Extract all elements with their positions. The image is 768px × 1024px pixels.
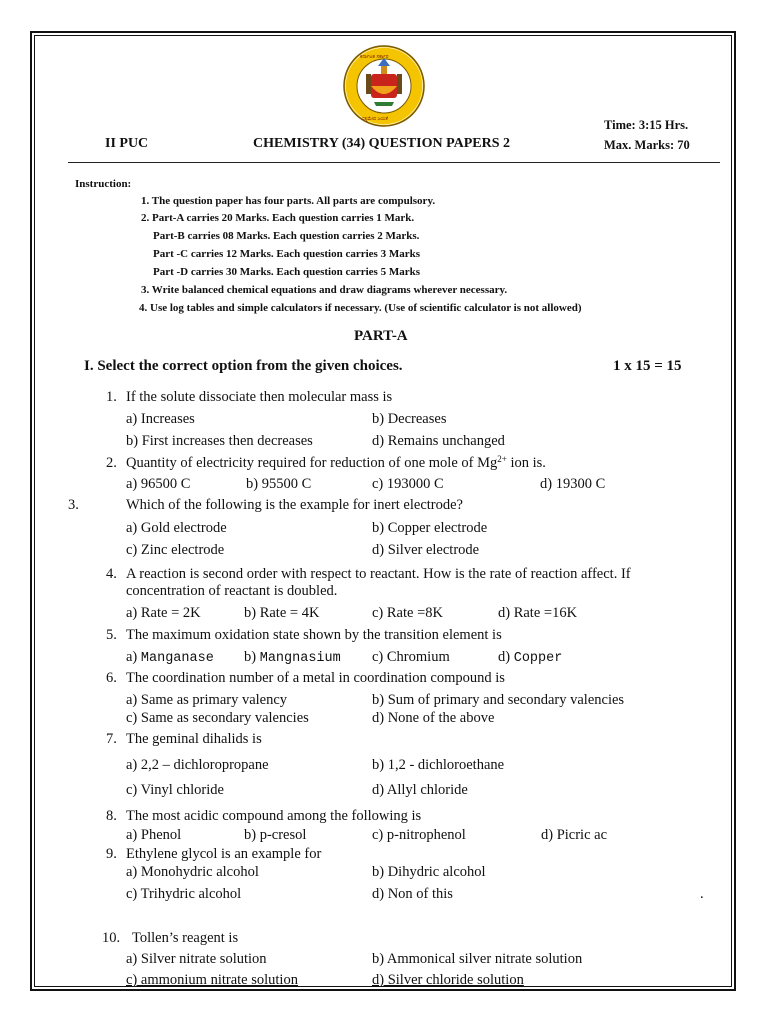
option-c: c) Same as secondary valencies	[126, 710, 309, 726]
option-c: c) Zinc electrode	[126, 542, 225, 558]
option-d: d) Copper	[498, 649, 563, 666]
question-number: 8.	[106, 808, 117, 824]
option-d: d) 19300 C	[540, 476, 606, 492]
option-d: d) Silver chloride solution	[372, 972, 524, 988]
option-d: d) Non of this	[372, 886, 453, 902]
section-title: I. Select the correct option from the given choices.	[84, 358, 403, 374]
option-a: a) Same as primary valency	[126, 692, 288, 708]
question-number: 6.	[106, 670, 117, 686]
option-b: b) p-cresol	[244, 827, 307, 843]
option-c: c) p-nitrophenol	[372, 827, 466, 843]
option-d: d) Silver electrode	[372, 542, 480, 558]
option-a: a) Increases	[126, 411, 195, 427]
option-d: d) Allyl chloride	[372, 782, 468, 798]
option-b: b) Mangnasium	[244, 649, 341, 666]
option-a: a) Silver nitrate solution	[126, 951, 267, 967]
question-text: The coordination number of a metal in coordination compound is	[126, 670, 505, 686]
trailing-dot: .	[700, 886, 704, 902]
question-number: 7.	[106, 731, 117, 747]
instruction-line: 3. Write balanced chemical equations and draw diagrams wherever necessary.	[141, 284, 508, 296]
instruction-line: Part-B carries 08 Marks. Each question carries 2 Marks.	[153, 230, 420, 242]
option-b: b) Dihydric alcohol	[372, 864, 486, 880]
question-number: 3.	[68, 497, 79, 513]
option-c: b) First increases then decreases	[126, 433, 313, 449]
question-text: The geminal dihalids is	[126, 731, 262, 747]
question-text-continued: concentration of reactant is doubled.	[126, 583, 338, 599]
class-label: II PUC	[105, 136, 149, 151]
option-b: b) Sum of primary and secondary valencies	[372, 692, 625, 708]
option-c: c) Trihydric alcohol	[126, 886, 242, 902]
emblem-top-text: ಕರ್ನಾಟಕ ಸರ್ಕಾರ	[360, 54, 389, 60]
option-c: c) Chromium	[372, 649, 450, 665]
option-b: b) Decreases	[372, 411, 447, 427]
option-b: b) 95500 C	[246, 476, 312, 492]
question-number: 1.	[106, 389, 117, 405]
option-b: b) Rate = 4K	[244, 605, 320, 621]
question-number: 10.	[102, 930, 121, 946]
option-d: d) None of the above	[372, 710, 495, 726]
paper-title: CHEMISTRY (34) QUESTION PAPERS 2	[253, 136, 510, 151]
question-text: A reaction is second order with respect to reactant. How is the rate of reaction affect. If	[126, 566, 631, 582]
instruction-line: 2. Part-A carries 20 Marks. Each question carries 1 Mark.	[141, 212, 415, 224]
option-b: b) 1,2 - dichloroethane	[372, 757, 505, 773]
question-number: 9.	[106, 846, 117, 862]
option-d: d) Rate =16K	[498, 605, 578, 621]
question-text: Which of the following is the example for inert electrode?	[126, 497, 463, 513]
instruction-line: Part -D carries 30 Marks. Each question carries 5 Marks	[153, 266, 421, 278]
instruction-line: Part -C carries 12 Marks. Each question carries 3 Marks	[153, 248, 421, 260]
emblem-bottom-text: ಸತ್ಯಮೇವ ಜಯತೆ	[362, 117, 388, 122]
option-a: a) Phenol	[126, 827, 182, 843]
question-text: Tollen’s reagent is	[132, 930, 239, 946]
option-c: c) ammonium nitrate solution	[126, 972, 298, 988]
question-text: Ethylene glycol is an example for	[126, 846, 322, 862]
option-a: a) Manganase	[126, 649, 214, 666]
question-text: The maximum oxidation state shown by the transition element is	[126, 627, 502, 643]
option-c: c) 193000 C	[372, 476, 444, 492]
karnataka-emblem-icon	[338, 44, 430, 128]
instruction-line: 1. The question paper has four parts. All parts are compulsory.	[141, 195, 436, 207]
option-d: d) Picric ac	[541, 827, 608, 843]
question-number: 4.	[106, 566, 117, 582]
question-number: 2.	[106, 455, 117, 471]
question-text: Quantity of electricity required for reduction of one mole of $Mg^{2+}$ ion is.	[126, 454, 546, 471]
max-marks-label: Max. Marks: 70	[604, 138, 690, 152]
option-a: a) 2,2 – dichloropropane	[126, 757, 269, 773]
question-number: 5.	[106, 627, 117, 643]
option-a: a) 96500 C	[126, 476, 191, 492]
option-a: a) Gold electrode	[126, 520, 227, 536]
option-c: c) Vinyl chloride	[126, 782, 224, 798]
part-heading: PART-A	[354, 328, 408, 344]
header-divider	[68, 162, 720, 163]
question-text: The most acidic compound among the following is	[126, 808, 422, 824]
option-b: b) Ammonical silver nitrate solution	[372, 951, 583, 967]
instruction-heading: Instruction:	[75, 178, 132, 190]
option-a: a) Monohydric alcohol	[126, 864, 259, 880]
time-label: Time: 3:15 Hrs.	[604, 118, 689, 132]
question-text: If the solute dissociate then molecular mass is	[126, 389, 393, 405]
instruction-line: 4. Use log tables and simple calculators if necessary. (Use of scientific calculator is not allowed)	[139, 302, 582, 314]
section-marks: 1 x 15 = 15	[613, 358, 682, 374]
option-b: b) Copper electrode	[372, 520, 488, 536]
option-d: d) Remains unchanged	[372, 433, 505, 449]
option-a: a) Rate = 2K	[126, 605, 201, 621]
option-c: c) Rate =8K	[372, 605, 443, 621]
